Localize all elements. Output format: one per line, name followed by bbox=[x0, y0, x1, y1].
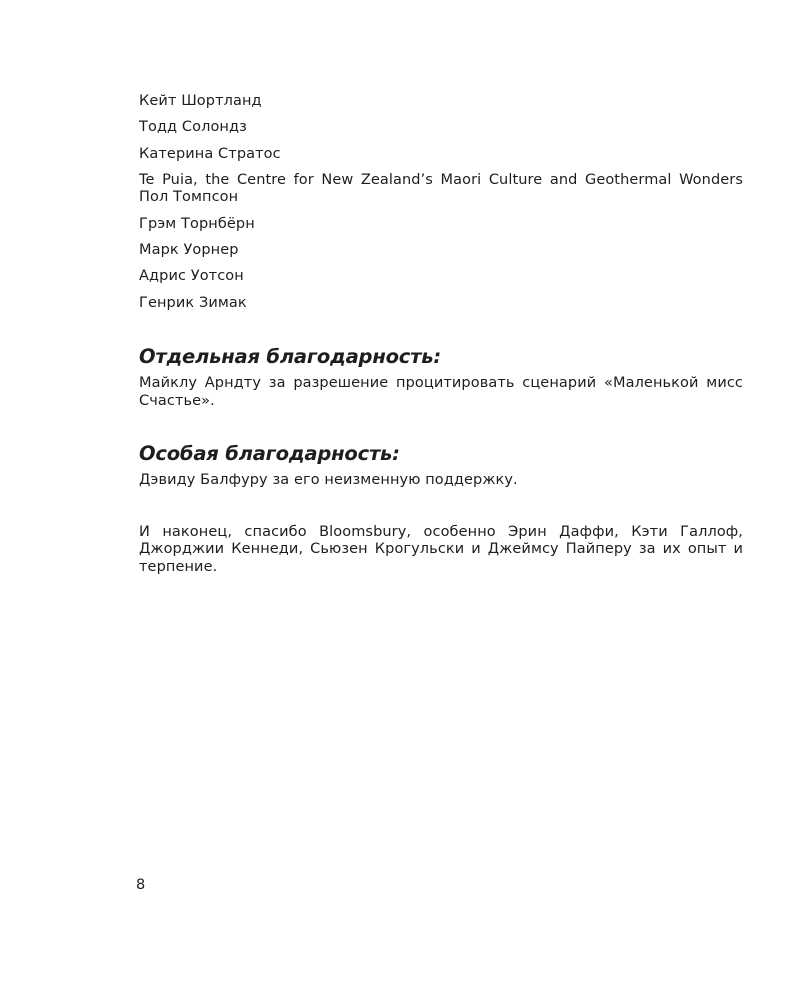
name-line: Кейт Шортланд bbox=[139, 93, 262, 109]
name-line: Te Puia, the Centre for New Zealand’s Maori Culture and Geothermal Wonders Пол Томпсон bbox=[139, 172, 743, 206]
separate-thanks-section bbox=[139, 345, 743, 410]
name-line: Грэм Торнбёрн bbox=[139, 215, 255, 232]
name-line: Марк Уорнер bbox=[139, 241, 239, 258]
separate-thanks-text: Майклу Арндту за разрешение процитировать сценарий «Маленькой мисс Счастье». bbox=[139, 375, 743, 409]
separate-thanks-heading: Отдельная благодарность: bbox=[139, 345, 441, 369]
name-line: Катерина Стратос bbox=[139, 145, 281, 162]
page-number: 8 bbox=[136, 877, 146, 893]
acknowledgements-content bbox=[139, 93, 743, 576]
names-list bbox=[139, 93, 743, 312]
closing-text: И наконец, спасибо Bloomsbury, особенно Эрин Даффи, Кэти Галлоф, Джорджии Кеннеди, Сьюзен Крогульски и Джеймсу Пайперу за их опыт и терпение. bbox=[139, 523, 743, 575]
special-thanks-text: Дэвиду Балфуру за его неизменную поддержку. bbox=[139, 472, 518, 489]
name-line: Тодд Солондз bbox=[139, 119, 247, 136]
name-line: Адрис Уотсон bbox=[139, 268, 244, 285]
special-thanks-heading: Особая благодарность: bbox=[139, 442, 400, 466]
name-line: Генрик Зимак bbox=[139, 294, 247, 311]
special-thanks-section bbox=[139, 442, 743, 490]
closing-section bbox=[139, 524, 743, 577]
